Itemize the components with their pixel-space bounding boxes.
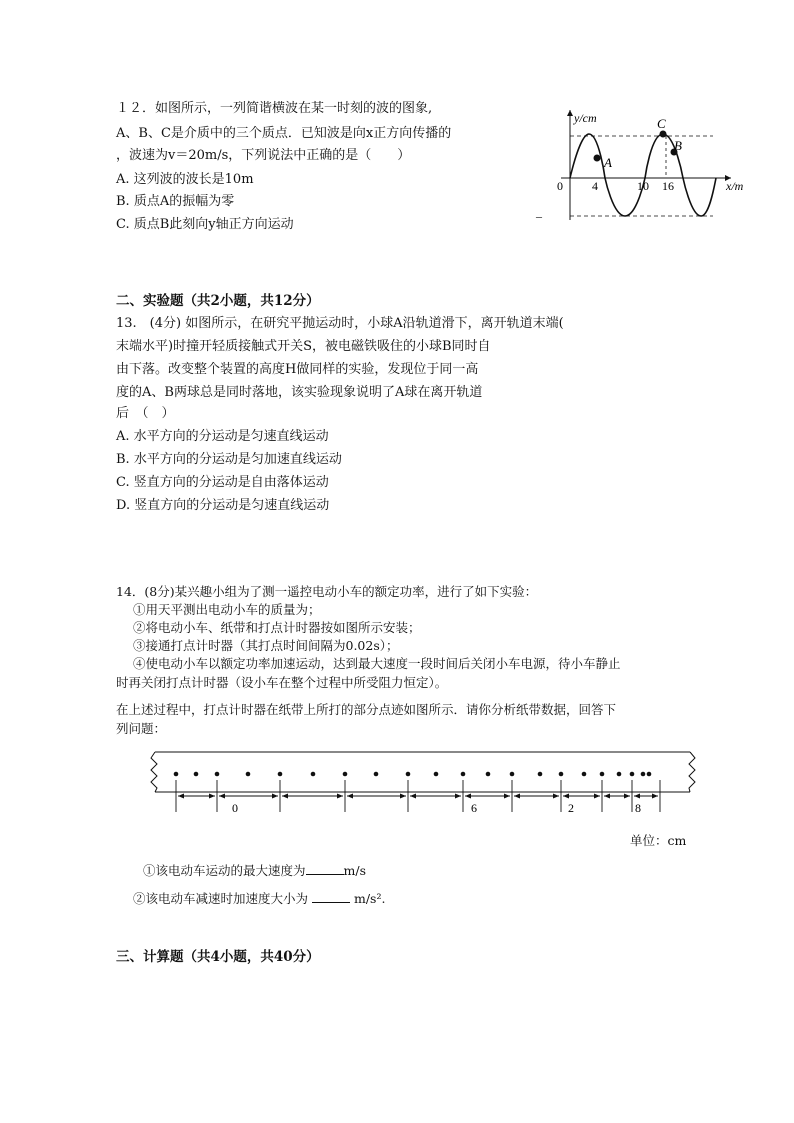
tape-dot [582,772,587,777]
wave-graph-figure [533,108,758,226]
q13-stem-line-3: 由下落。改变整个装置的高度H做同样的实验，发现位于同一高 [116,362,479,377]
q14-step-1: ①用天平测出电动小车的质量为； [133,602,321,617]
tape-arrowhead [337,794,343,799]
tape-arrowhead [219,794,225,799]
q13-option-d: D. 竖直方向的分运动是匀速直线运动 [116,498,330,513]
q13-option-c: C. 竖直方向的分运动是自由落体运动 [116,475,329,490]
q13-stem-line-4: 度的A、B两球总是同时落地，该实验现象说明了A球在离开轨道 [116,385,483,400]
tape-dot [374,772,379,777]
q12-stem-line-1: １２．如图所示，一列简谐横波在某一时刻的波的图象, [116,101,433,116]
tape-label-6: 6 [471,801,477,815]
tape-arrowhead [563,794,569,799]
tape-dot [641,772,646,777]
tape-arrowhead [455,794,461,799]
q13-stem-line-1: 13. (4分) 如图所示，在研究平抛运动时，小球A沿轨道滑下，离开轨道末端( [116,316,564,331]
q13-option-b: B. 水平方向的分运动是匀加速直线运动 [116,452,342,467]
tape-arrowhead [400,794,406,799]
point-c-dot [660,131,667,138]
q14-paragraph-line-2: 列问题： [116,721,167,736]
tape-dot [406,772,411,777]
tape-arrowhead [634,794,640,799]
point-a-dot [594,155,601,162]
q12-option-b: B. 质点A的振幅为零 [116,194,235,209]
point-b-label: B [674,138,682,153]
tape-arrowhead [594,794,600,799]
tape-dot [278,772,283,777]
tape-arrowhead [514,794,520,799]
tape-dot [486,772,491,777]
q14-paragraph-line-1: 在上述过程中，打点计时器在纸带上所打的部分点迹如图所示．请你分析纸带数据，回答下 [116,702,617,717]
section-3-heading: 三、计算题（共4小题，共40分） [116,949,320,965]
negative-amplitude-mark: – [536,209,542,223]
tape-left-tear [151,752,157,792]
point-c-label: C [657,116,666,131]
tape-arrowhead [652,794,658,799]
q12-stem-line-2: A、B、C是介质中的三个质点．已知波是向x正方向传播的 [116,126,452,141]
tape-label-0: 0 [232,801,238,815]
q14-ask-1-text: ①该电动车运动的最大速度为 [143,863,306,878]
q14-ask-2-text: ②该电动车减速时加速度大小为 [133,891,309,906]
tape-label-8: 8 [635,801,641,815]
q12-stem-line-3: ，波速为v＝20m/s，下列说法中正确的是（ ） [116,148,411,163]
tape-arrowhead [465,794,471,799]
tape-dot [630,772,635,777]
paper-tape-figure [150,750,698,818]
tape-arrowhead [272,794,278,799]
q14-step-3: ③接通打点计时器（其打点时间间隔为0.02s）； [133,638,399,653]
tape-right-tear [689,752,695,792]
q14-ask-2 [133,890,385,908]
x-axis-label: x/m [726,179,744,193]
x-tick-10: 10 [637,179,649,193]
y-axis-arrow [567,110,573,116]
q12-option-a: A. 这列波的波长是10m [116,172,254,187]
q14-step-4-line-1: ④使电动小车以额定功率加速运动，达到最大速度一段时间后关闭小车电源，待小车静止 [133,656,621,671]
tape-dot [538,772,543,777]
q12-option-c: C. 质点B此刻向y轴正方向运动 [116,217,294,232]
tape-arrowhead [553,794,559,799]
q14-ask-2-unit: m/s². [353,891,386,906]
tape-arrowhead [209,794,215,799]
y-axis-label: y/cm [574,111,597,125]
wave-curve [570,134,716,216]
tape-arrowhead [347,794,353,799]
point-a-label: A [604,155,612,170]
q13-stem-line-2: 末端水平)时撞开轻质接触式开关S，被电磁铁吸住的小球B同时自 [116,339,491,354]
tape-arrowhead [178,794,184,799]
section-2-heading: 二、实验题（共2小题，共12分） [116,293,320,309]
x-tick-4: 4 [592,179,598,193]
tape-dot [510,772,515,777]
q13-stem-line-5: 后 （ ） [116,406,175,421]
tape-dot [246,772,251,777]
tape-dot [461,772,466,777]
tape-dot [559,772,564,777]
tape-dot [311,772,316,777]
tape-arrowhead [624,794,630,799]
tape-label-2: 2 [568,801,574,815]
tape-dot [617,772,622,777]
origin-label: 0 [557,179,563,193]
x-tick-16: 16 [662,179,674,193]
q13-option-a: A. 水平方向的分运动是匀速直线运动 [116,429,329,444]
tape-dot [600,772,605,777]
q14-step-2: ②将电动小车、纸带和打点计时器按如图所示安装； [133,620,421,635]
tape-dot [647,772,652,777]
tape-dot [194,772,199,777]
q14-ask-1-unit: m/s [343,863,366,878]
q14-step-4-line-2: 时再关闭打点计时器（设小车在整个过程中所受阻力恒定）。 [116,675,448,690]
answer-blank-2[interactable] [312,890,350,903]
tape-dot [434,772,439,777]
tape-arrowhead [504,794,510,799]
q14-stem-line-1: 14．(8分)某兴趣小组为了测一遥控电动小车的额定功率，进行了如下实验： [116,584,538,599]
tape-arrowhead [282,794,288,799]
tape-arrowhead [604,794,610,799]
tape-dot [174,772,179,777]
answer-blank-1[interactable] [306,862,344,875]
tape-dot [215,772,220,777]
tape-dot [343,772,348,777]
q14-ask-1 [143,862,366,880]
tape-unit-label: 单位：cm [630,833,687,848]
tape-arrowhead [410,794,416,799]
